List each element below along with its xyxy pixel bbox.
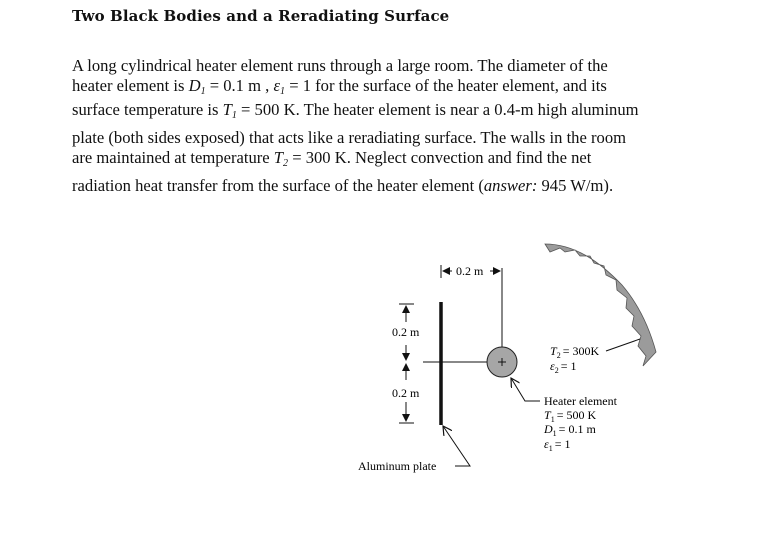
heater-title-label: Heater element [544, 394, 617, 408]
line-6-pre: radiation heat transfer from the surface of the heater element ( [72, 176, 484, 195]
symbol-e1: $\varepsilon_1$ [273, 76, 286, 97]
line-1-text: A long cylindrical heater element runs through a large room. The diameter of the [72, 56, 608, 75]
line-2-post: for the surface of the heater element, and its [315, 76, 607, 95]
symbol-d1: $D_1$ [188, 76, 206, 97]
line-5-pre: are maintained at temperature [72, 148, 270, 167]
heater-emissivity-label: $\varepsilon_1 = 1$ [544, 437, 571, 453]
heater-temp-label: $T_1 = 500$ K [544, 408, 597, 424]
value-d1: = 0.1 m , [209, 76, 270, 95]
line-5-post: . Neglect convection and find the net [346, 148, 592, 167]
value-t2: = 300 K [292, 148, 347, 167]
dim-lower-label: 0.2 m [392, 386, 420, 400]
wall-temp-label: $T_2 = 300K$ [550, 344, 600, 360]
value-t1: = 500 K [241, 100, 296, 119]
plate-leader [443, 426, 470, 466]
value-e1: = 1 [289, 76, 311, 95]
heater-diameter-label: $D_1 = 0.1$ m [544, 422, 596, 438]
wall-emissivity-label: $\varepsilon_2 = 1$ [550, 359, 577, 375]
answer-label: answer: [483, 176, 538, 195]
line-4-text: plate (both sides exposed) that acts like a reradiating surface. The walls in the room [72, 128, 627, 147]
line-6-post: ). [603, 176, 614, 195]
line-3-post: . The heater element is near a 0.4-m high aluminum [295, 100, 639, 119]
symbol-t2: $T_2$ [273, 148, 289, 169]
answer-value: 945 W/m [541, 176, 604, 195]
line-3-pre: surface temperature is [72, 100, 219, 119]
dim-upper-label: 0.2 m [392, 325, 420, 339]
plate-label: Aluminum plate [358, 459, 437, 473]
room-wall [545, 244, 656, 366]
line-2-pre: heater element is [72, 76, 185, 95]
top-dimension-label: 0.2 m [456, 264, 484, 278]
heater-leader [511, 378, 540, 401]
wall-leader [606, 339, 640, 351]
symbol-t1: $T_1$ [222, 100, 237, 121]
problem-title: Two Black Bodies and a Reradiating Surface [72, 7, 450, 25]
